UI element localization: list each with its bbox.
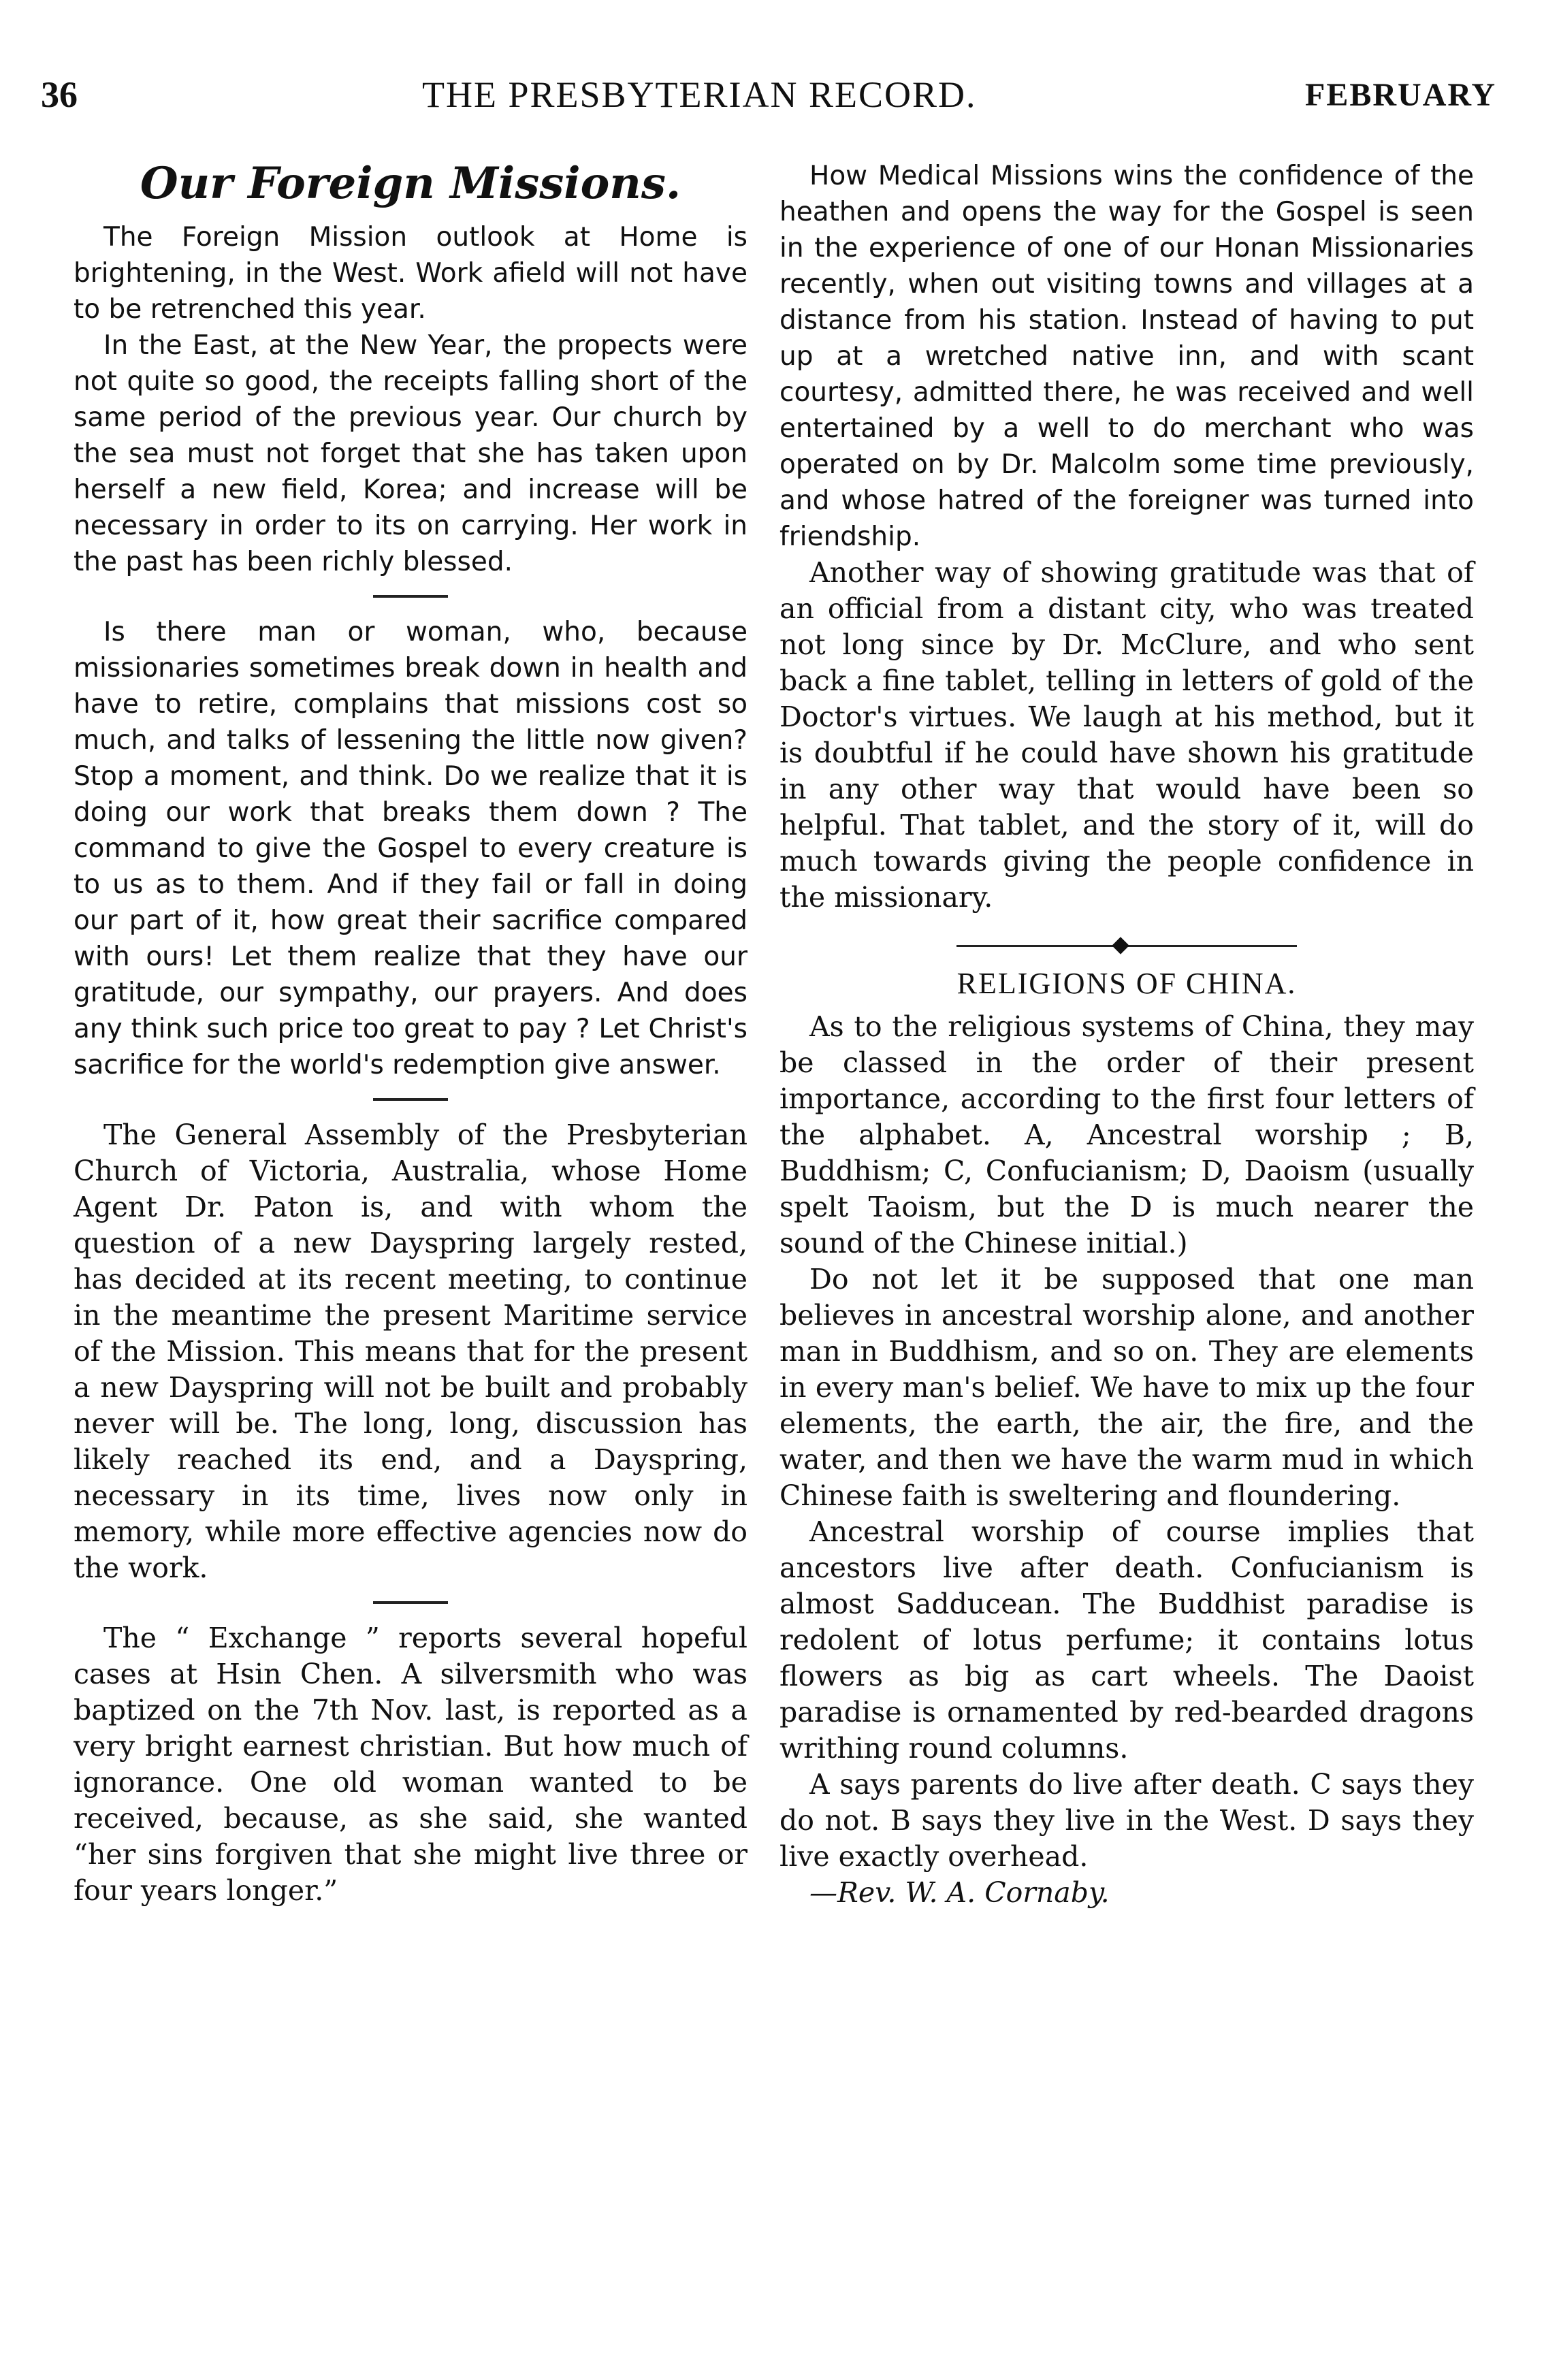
ancestral-worship-paragraph: Ancestral worship of course implies that ancestors live after death. Confucianism is almost Sadducean. The Buddhist paradise is redolent of lotus perfume; it contains lotus flowers as big as cart wheels. The Daoist paradise is ornamented by red-bearded dragons writhing round columns. [779,1515,1474,1765]
section-divider [373,595,448,598]
running-head [41,74,1496,128]
right-column [779,158,1474,1911]
author-signature: —Rev. W. A. Cornaby. [809,1876,1110,1909]
east-new-year-paragraph: In the East, at the New Year, the propects were not quite so good, the receipts falling short of the same period of the previous year. Our church by the sea must not forget that she has taken upon herself a new field, Korea; and increase will be necessary in order to its on carrying. Her work in the past has been richly blessed. [74,330,747,577]
general-assembly-paragraph: The General Assembly of the Presbyterian Church of Victoria, Australia, whose Home Agent Dr. Paton is, and with whom the question of a new Dayspring largely rested, has decided at its recent meeting, to continue in the meantime the present Maritime service of the Mission. This means that for the present a new Dayspring will not be built and probably never will be. The long, long, discussion has likely reached its end, and a Dayspring, necessary in its time, lives now only in memory, while more effective agencies now do the work. [74,1119,747,1584]
exchange-report-paragraph: The “ Exchange ” reports several hopeful cases at Hsin Chen. A silversmith who was baptized on the 7th Nov. last, is reported as a very bright earnest christian. But how much of ignorance. One old woman wanted to be received, because, as she said, she wanted “her sins forgiven that she might live three or four years longer.” [74,1622,747,1907]
section-divider [373,1601,448,1604]
diamond-ornament-icon [1112,937,1129,954]
four-elements-paragraph: Do not let it be supposed that one man believes in ancestral worship alone, and another man in Buddhism, and so on. They are elements in every man's belief. We have to mix up the four elements, the earth, the air, the fire, and the water, and then we have the warm mud in which Chinese faith is sweltering and floundering. [779,1263,1474,1512]
ornamental-divider [956,939,1297,952]
foreign-mission-outlook-paragraph: The Foreign Mission outlook at Home is brightening, in the West. Work afield will not have to be retrenched this year. [74,222,747,325]
medical-missions-paragraph: How Medical Missions wins the confidence of the heathen and opens the way for the Gospel is seen in the experience of one of our Honan Missionaries recently, when out visiting towns and villages at a distance from his station. Instead of having to put up at a wretched native inn, and with scant courtesy, admitted there, he was received and well entertained by a well to do merchant who was operated on by Dr. Malcolm some time previously, and whose hatred of the foreigner was turned into friendship. [779,161,1474,552]
left-column [74,158,747,1909]
page-number: 36 [41,74,78,115]
issue-month: FEBRUARY [1305,77,1496,113]
article-subheading: RELIGIONS OF CHINA. [956,967,1297,1000]
afterlife-paragraph: A says parents do live after death. C says they do not. B says they live in the West. D says they live exactly overhead. [779,1768,1474,1873]
section-divider [373,1098,448,1101]
gratitude-tablet-paragraph: Another way of showing gratitude was that of an official from a distant city, who was treated not long since by Dr. McClure, and who sent back a fine tablet, telling in letters of gold of the Doctor's virtues. We laugh at his method, but it is doubtful if he could have shown his gratitude in any other way that would have been so helpful. That tablet, and the story of it, will do much towards giving the people confidence in the missionary. [779,556,1474,914]
journal-title: THE PRESBYTERIAN RECORD. [422,74,977,115]
missionaries-retire-paragraph: Is there man or woman, who, because missionaries sometimes break down in health and have to retire, complains that missions cost so much, and talks of lessening the little now given? Stop a moment, and think. Do we realize that it is doing our work that breaks them down ? The command to give the Gospel to every creature is to us as to them. And if they fail or fall in doing our part of it, how great their sacrifice compared with ours! Let them realize that they have our gratitude, our sympathy, our prayers. And does any think such price too great to pay ? Let Christ's sacrifice for the world's redemption give answer. [74,617,747,1080]
religious-systems-paragraph: As to the religious systems of China, they may be classed in the order of their present importance, according to the first four letters of the alphabet. A, Ancestral worship ; B, Buddhism; C, Confucianism; D, Daoism (usually spelt Taoism, but the D is much nearer the sound of the Chinese initial.) [779,1010,1474,1259]
section-title: Our Foreign Missions. [140,158,681,209]
